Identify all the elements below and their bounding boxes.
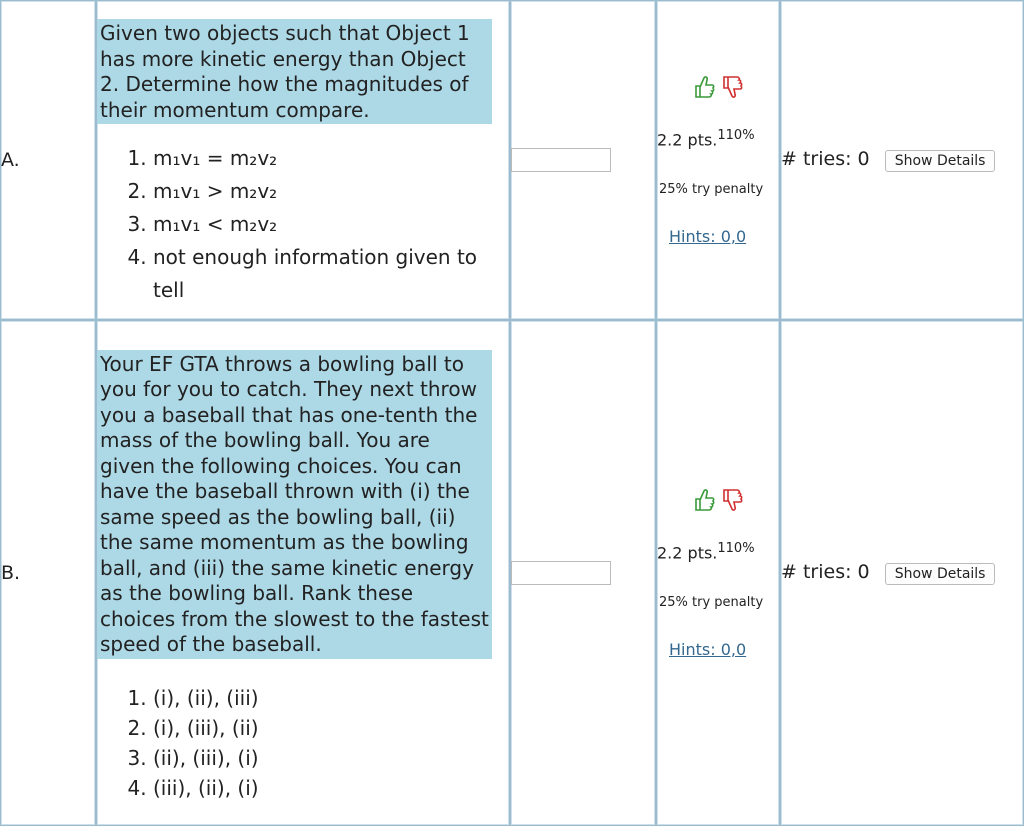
question-label: A. [0, 0, 96, 320]
answer-cell [510, 0, 656, 320]
rating-icons [657, 487, 779, 517]
question-cell [96, 0, 510, 320]
question-row-a [0, 0, 1024, 320]
choice-item: 3. (ii), (iii), (i) [153, 743, 509, 773]
thumbs-up-icon[interactable] [693, 487, 715, 517]
points-value [657, 128, 779, 149]
points-value [657, 541, 779, 562]
question-label: B. [0, 320, 96, 826]
answer-cell [510, 320, 656, 826]
tries-count: # tries: 0 [781, 148, 870, 171]
thumbs-up-icon[interactable] [693, 74, 715, 104]
choice-item: 1. m₁v₁ = m₂v₂ [153, 142, 509, 175]
points-cell [656, 0, 780, 320]
try-penalty: 25% try penalty [659, 594, 764, 610]
points-percent: 110% [717, 541, 755, 557]
question-cell [96, 320, 510, 826]
try-penalty: 25% try penalty [659, 181, 764, 197]
show-details-button[interactable]: Show Details [885, 150, 996, 172]
choice-item: 1. (i), (ii), (iii) [153, 683, 509, 713]
thumbs-down-icon[interactable] [721, 487, 743, 517]
points-text: 2.2 pts. [657, 130, 718, 150]
points-text: 2.2 pts. [657, 543, 718, 563]
hints-link[interactable]: Hints: 0,0 [669, 226, 747, 246]
question-prompt: Your EF GTA throws a bowling ball to you for you to catch. They next throw you a baseball that has one-tenth the mass of the bowling ball. You are given the following choices. You can have the baseball thrown with (i) the same speed as the bowling ball, (ii) the same momentum as the bowling ball, and (iii) the same kinetic energy as the bowling ball. Rank these choices from the slowest to the fastest speed of the baseball. [97, 350, 492, 659]
show-details-button[interactable]: Show Details [885, 563, 996, 585]
tries-cell [780, 0, 1024, 320]
answer-input[interactable] [511, 561, 611, 585]
points-percent: 110% [717, 128, 755, 144]
question-prompt: Given two objects such that Object 1 has more kinetic energy than Object 2. Determine how the magnitudes of their momentum compare. [97, 19, 492, 124]
thumbs-down-icon[interactable] [721, 74, 743, 104]
choice-list [97, 142, 509, 307]
question-row-b [0, 320, 1024, 826]
rating-icons [657, 74, 779, 104]
choice-list [97, 683, 509, 803]
hints-link[interactable]: Hints: 0,0 [669, 639, 747, 659]
choice-item: 4. (iii), (ii), (i) [153, 773, 509, 803]
choice-item: 2. (i), (iii), (ii) [153, 713, 509, 743]
tries-count: # tries: 0 [781, 561, 870, 584]
choice-item: 3. m₁v₁ < m₂v₂ [153, 208, 509, 241]
points-cell [656, 320, 780, 826]
tries-cell [780, 320, 1024, 826]
choice-item: 2. m₁v₁ > m₂v₂ [153, 175, 509, 208]
answer-input[interactable] [511, 148, 611, 172]
choice-item: 4. not enough information given to tell [153, 241, 509, 307]
